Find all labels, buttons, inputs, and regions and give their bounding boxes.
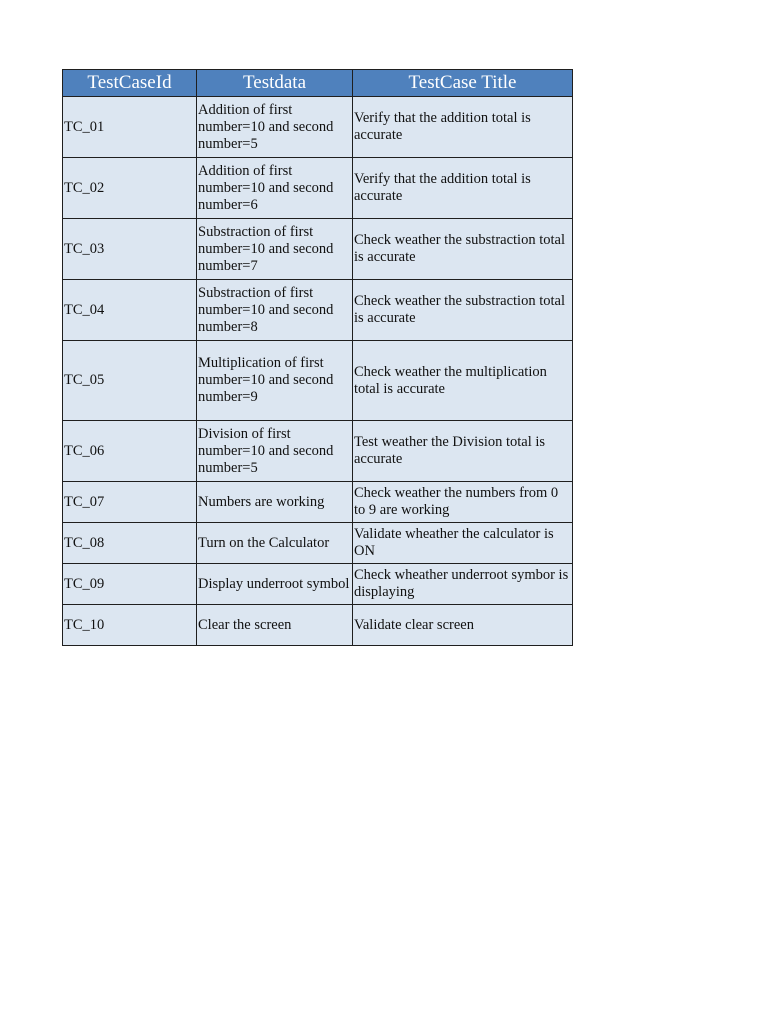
table-row bbox=[63, 341, 573, 421]
testcase-id-cell[interactable]: TC_01 bbox=[63, 97, 197, 158]
table-row bbox=[63, 280, 573, 341]
testcase-title-cell[interactable]: Verify that the addition total is accurate bbox=[353, 158, 573, 219]
testcase-title-cell[interactable]: Validate clear screen bbox=[353, 605, 573, 646]
table-row bbox=[63, 421, 573, 482]
table-row bbox=[63, 482, 573, 523]
header-cell-testcase-title[interactable]: TestCase Title bbox=[353, 70, 573, 97]
testcase-id-cell[interactable]: TC_10 bbox=[63, 605, 197, 646]
testcase-id-cell[interactable]: TC_09 bbox=[63, 564, 197, 605]
header-cell-testcaseid[interactable]: TestCaseId bbox=[63, 70, 197, 97]
table-row bbox=[63, 219, 573, 280]
testdata-cell[interactable]: Multiplication of first number=10 and second number=9 bbox=[197, 341, 353, 421]
testcase-id-cell[interactable]: TC_05 bbox=[63, 341, 197, 421]
testcase-title-cell[interactable]: Check wheather underroot symbor is displaying bbox=[353, 564, 573, 605]
table-row bbox=[63, 97, 573, 158]
testcase-title-cell[interactable]: Test weather the Division total is accurate bbox=[353, 421, 573, 482]
testdata-cell[interactable]: Clear the screen bbox=[197, 605, 353, 646]
table-row bbox=[63, 523, 573, 564]
testdata-cell[interactable]: Division of first number=10 and second number=5 bbox=[197, 421, 353, 482]
table-row bbox=[63, 158, 573, 219]
testcase-title-cell[interactable]: Check weather the substraction total is accurate bbox=[353, 280, 573, 341]
testcase-id-cell[interactable]: TC_04 bbox=[63, 280, 197, 341]
testcase-title-cell[interactable]: Verify that the addition total is accurate bbox=[353, 97, 573, 158]
testcase-title-cell[interactable]: Check weather the multiplication total is accurate bbox=[353, 341, 573, 421]
testcase-id-cell[interactable]: TC_03 bbox=[63, 219, 197, 280]
table-row bbox=[63, 605, 573, 646]
testdata-cell[interactable]: Addition of first number=10 and second number=6 bbox=[197, 158, 353, 219]
testcase-title-cell[interactable]: Check weather the substraction total is accurate bbox=[353, 219, 573, 280]
testcase-id-cell[interactable]: TC_06 bbox=[63, 421, 197, 482]
test-case-table bbox=[62, 69, 573, 646]
testcase-id-cell[interactable]: TC_02 bbox=[63, 158, 197, 219]
header-row bbox=[63, 70, 573, 97]
testdata-cell[interactable]: Substraction of first number=10 and second number=7 bbox=[197, 219, 353, 280]
testdata-cell[interactable]: Turn on the Calculator bbox=[197, 523, 353, 564]
testdata-cell[interactable]: Numbers are working bbox=[197, 482, 353, 523]
table-row bbox=[63, 564, 573, 605]
testdata-cell[interactable]: Addition of first number=10 and second number=5 bbox=[197, 97, 353, 158]
header-cell-testdata[interactable]: Testdata bbox=[197, 70, 353, 97]
testcase-title-cell[interactable]: Check weather the numbers from 0 to 9 are working bbox=[353, 482, 573, 523]
testcase-id-cell[interactable]: TC_08 bbox=[63, 523, 197, 564]
testdata-cell[interactable]: Display underroot symbol bbox=[197, 564, 353, 605]
testcase-id-cell[interactable]: TC_07 bbox=[63, 482, 197, 523]
testdata-cell[interactable]: Substraction of first number=10 and second number=8 bbox=[197, 280, 353, 341]
testcase-title-cell[interactable]: Validate wheather the calculator is ON bbox=[353, 523, 573, 564]
